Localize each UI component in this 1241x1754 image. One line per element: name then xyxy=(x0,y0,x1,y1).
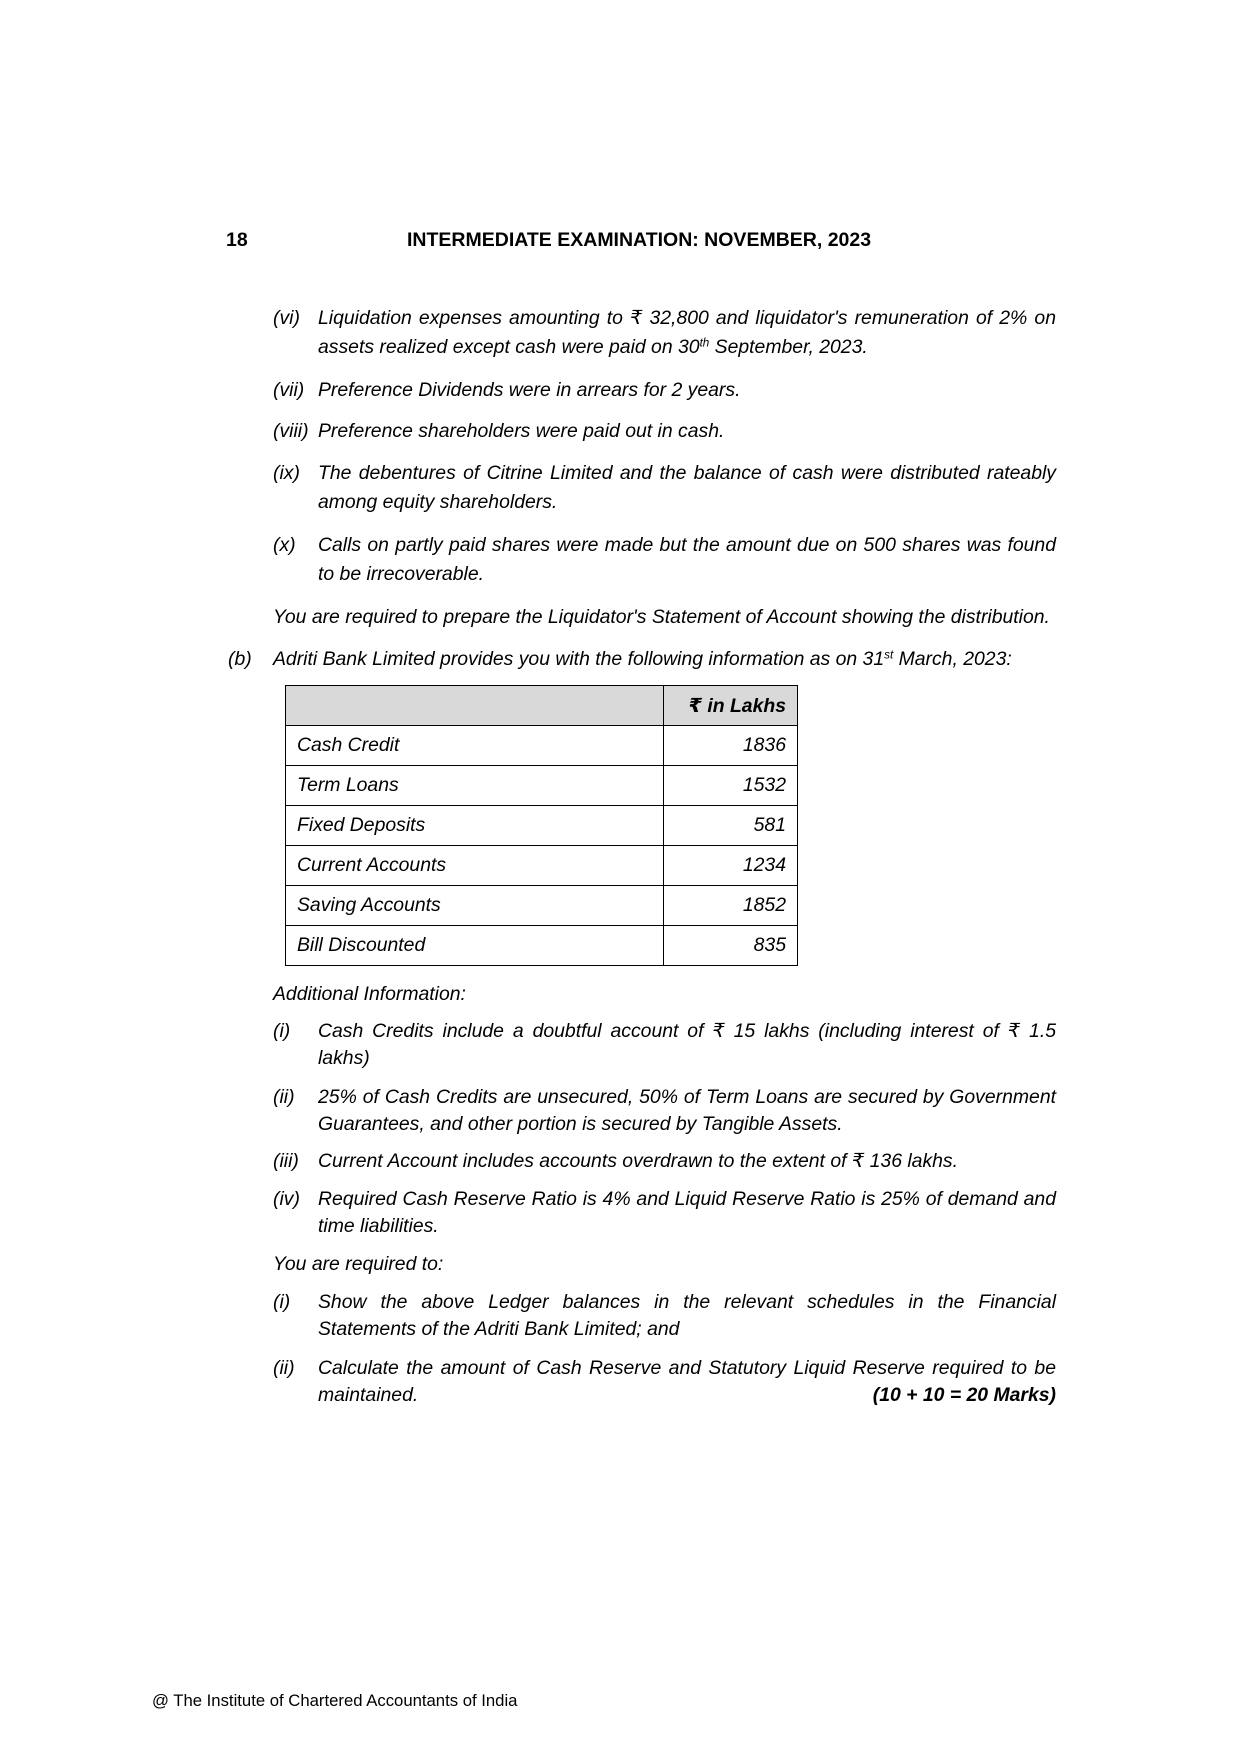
list-item-vi xyxy=(273,304,1056,363)
item-text xyxy=(318,1355,1056,1409)
item-label: (ix) xyxy=(273,462,300,484)
table-row xyxy=(286,926,798,966)
item-text-end: September, 2023. xyxy=(709,336,868,359)
part-b-intro-main: Adriti Bank Limited provides you with the following information as on 31 xyxy=(273,648,885,670)
item-label: (ii) xyxy=(273,1357,295,1379)
table-cell-item: Current Accounts xyxy=(286,846,664,886)
item-text: 25% of Cash Credits are unsecured, 50% of Term Loans are secured by Government Guarantees, and other portion is secured by Tangible Assets. xyxy=(318,1086,1056,1135)
item-label: (iii) xyxy=(273,1150,299,1172)
part-b-label: (b) xyxy=(228,648,252,670)
additional-item-iv xyxy=(273,1186,1056,1240)
list-item-vii xyxy=(273,376,1056,405)
item-label: (ii) xyxy=(273,1086,295,1108)
item-text: Current Account includes accounts overdrawn to the extent of ₹ 136 lakhs. xyxy=(318,1150,959,1172)
item-label: (vi) xyxy=(273,307,300,329)
table-body xyxy=(286,686,798,966)
item-label: (vii) xyxy=(273,379,305,401)
part-b-intro-end: March, 2023: xyxy=(893,648,1012,670)
additional-item-i xyxy=(273,1018,1056,1072)
exam-title: INTERMEDIATE EXAMINATION: NOVEMBER, 2023 xyxy=(407,229,872,251)
table-cell-item: Bill Discounted xyxy=(286,926,664,966)
item-text: Show the above Ledger balances in the relevant schedules in the Financial Statements of the Adriti Bank Limited; and xyxy=(318,1291,1056,1340)
table-row xyxy=(286,766,798,806)
superscript: th xyxy=(699,336,710,350)
additional-item-ii xyxy=(273,1084,1056,1138)
requirement-item-i xyxy=(273,1289,1056,1343)
table-row xyxy=(286,806,798,846)
item-text-main: Calculate the amount of Cash Reserve and Statutory Liquid Reserve required to be maintained. xyxy=(318,1357,1056,1406)
table-row xyxy=(286,846,798,886)
list-item-x xyxy=(273,531,1056,590)
ledger-balances-table xyxy=(285,685,798,966)
table-cell-item: Fixed Deposits xyxy=(286,806,664,846)
additional-information-heading: Additional Information: xyxy=(273,983,466,1005)
item-label: (x) xyxy=(273,534,296,556)
table-cell-item: Term Loans xyxy=(286,766,664,806)
requirement-heading: You are required to: xyxy=(273,1253,444,1275)
table-header-blank-cell xyxy=(286,686,664,726)
table-cell-item: Cash Credit xyxy=(286,726,664,766)
table-row xyxy=(286,726,798,766)
table-cell-amount: 1836 xyxy=(664,726,798,766)
item-label: (i) xyxy=(273,1020,291,1042)
item-text: Required Cash Reserve Ratio is 4% and Liquid Reserve Ratio is 25% of demand and time liabilities. xyxy=(318,1188,1056,1237)
item-text-main: Liquidation expenses amounting to ₹ 32,800 and liquidator's remuneration of 2% on assets realized except cash were paid on 30 xyxy=(318,307,1056,359)
superscript: st xyxy=(884,648,894,662)
item-label: (iv) xyxy=(273,1188,300,1210)
item-text xyxy=(318,304,1056,363)
table-header-row xyxy=(286,686,798,726)
item-text: The debentures of Citrine Limited and the balance of cash were distributed rateably among equity shareholders. xyxy=(318,462,1056,514)
table-cell-amount: 835 xyxy=(664,926,798,966)
list-item-ix xyxy=(273,459,1056,518)
item-text: Preference shareholders were paid out in cash. xyxy=(318,420,725,442)
table-header-amount: ₹ in Lakhs xyxy=(664,686,798,726)
item-label: (i) xyxy=(273,1291,291,1313)
table-cell-amount: 1532 xyxy=(664,766,798,806)
item-label: (viii) xyxy=(273,420,309,442)
part-b-intro xyxy=(273,645,1012,674)
item-text: Calls on partly paid shares were made but the amount due on 500 shares was found to be irrecoverable. xyxy=(318,534,1056,586)
footer-copyright: @ The Institute of Chartered Accountants of India xyxy=(152,1691,518,1710)
page-number: 18 xyxy=(226,229,248,251)
requirement-item-ii xyxy=(273,1355,1056,1409)
item-text: Cash Credits include a doubtful account of ₹ 15 lakhs (including interest of ₹ 1.5 lakhs) xyxy=(318,1020,1056,1069)
table-cell-amount: 1234 xyxy=(664,846,798,886)
marks-allocation: (10 + 10 = 20 Marks) xyxy=(872,1384,1056,1406)
part-a-instruction: You are required to prepare the Liquidator's Statement of Account showing the distribution. xyxy=(273,606,1050,628)
additional-item-iii xyxy=(273,1148,1056,1175)
item-text: Preference Dividends were in arrears for 2 years. xyxy=(318,379,741,401)
list-item-viii xyxy=(273,417,1056,446)
table-row xyxy=(286,886,798,926)
table-cell-item: Saving Accounts xyxy=(286,886,664,926)
table-cell-amount: 581 xyxy=(664,806,798,846)
table-cell-amount: 1852 xyxy=(664,886,798,926)
